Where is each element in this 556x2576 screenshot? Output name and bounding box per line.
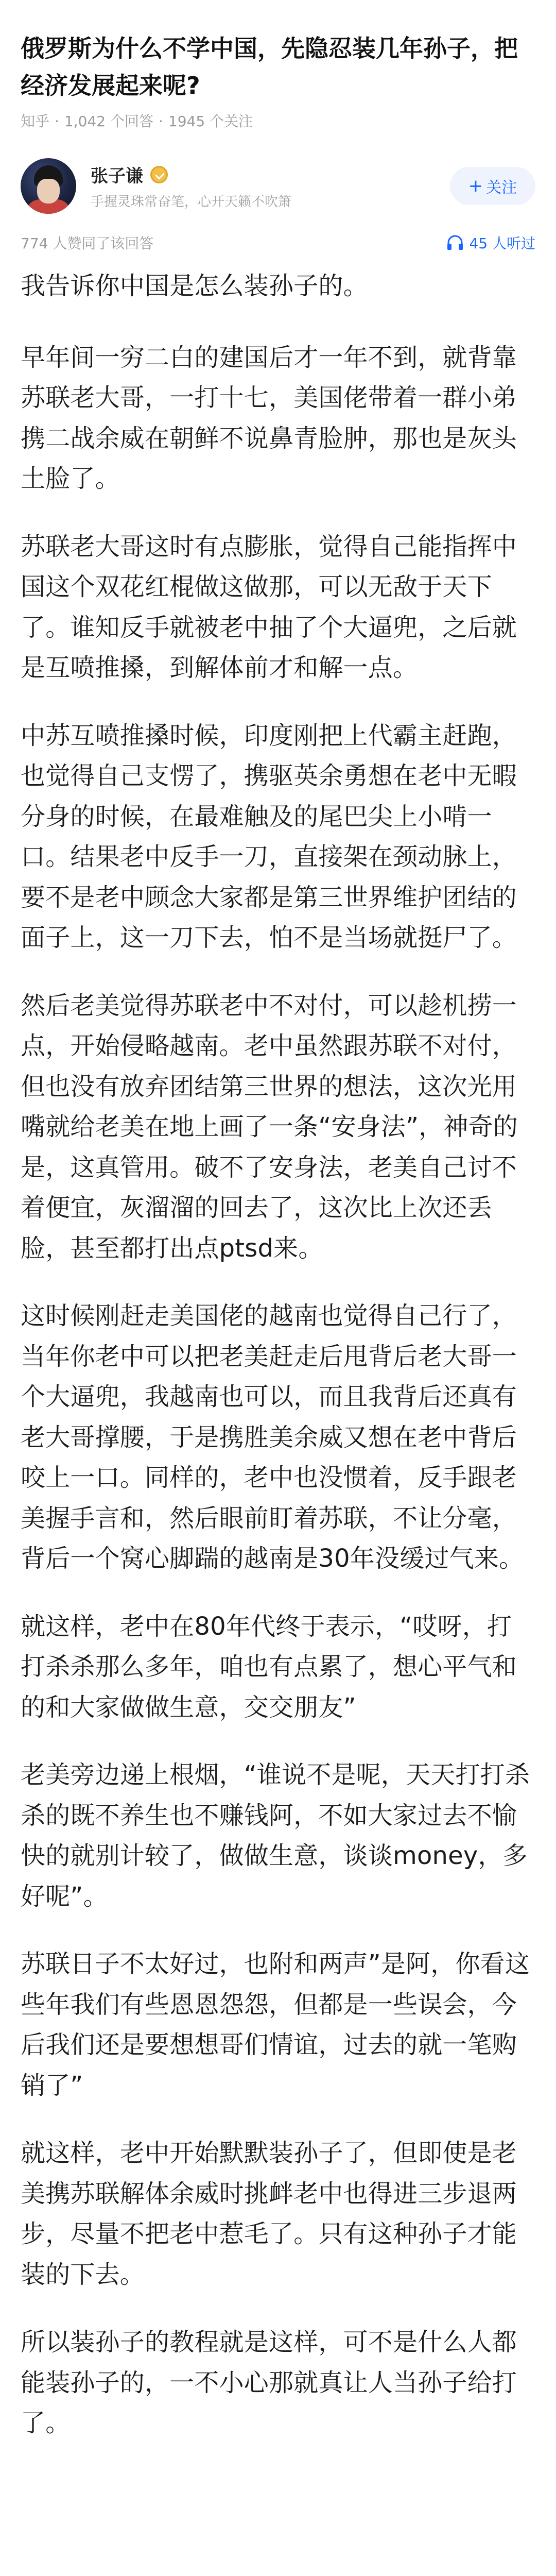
- author-row: [21, 156, 535, 216]
- follow-button[interactable]: [450, 167, 535, 205]
- separator-dot: ·: [158, 113, 163, 130]
- answer-count[interactable]: 1,042 个回答: [64, 113, 153, 130]
- listen-count: 45 人听过: [469, 235, 535, 252]
- answer-paragraph: 然后老美觉得苏联老中不对付，可以趁机捞一点，开始侵略越南。老中虽然跟苏联不对付，但也没有放弃团结第三世界的想法，这次光用嘴就给老美在地上画了一条“安身法”，神奇的是，这真管用。破不了安身法，老美自己讨不着便宜，灰溜溜的回去了，这次比上次还丢脸，甚至都打出点ptsd来。: [21, 991, 518, 1263]
- verified-badge-icon: [150, 166, 168, 183]
- question-title[interactable]: 俄罗斯为什么不学中国，先隐忍装几年孙子，把经济发展起来呢?: [21, 35, 518, 99]
- headphone-icon: [446, 235, 464, 250]
- author-bio: 手握灵珠常奋笔，心开天籁不吹箫: [91, 194, 292, 210]
- answer-paragraph: 中苏互喷推搡时候，印度刚把上代霸主赶跑，也觉得自己支愣了，携驱英余勇想在老中无暇分身的时候，在最难触及的尾巴尖上小啃一口。结果老中反手一刀，直接架在颈动脉上，要不是老中顾念大家都是第三世界维护团结的面子上，这一刀下去，怕不是当场就挺尸了。: [21, 721, 517, 952]
- agree-count: 774 人赞同了该回答: [21, 235, 154, 252]
- answer-paragraph: 所以装孙子的教程就是这样，可不是什么人都能装孙子的，一不小心那就真让人当孙子给打了。: [21, 2328, 517, 2437]
- answer-paragraph: 苏联日子不太好过，也附和两声”是阿，你看这些年我们有些恩恩怨怨，但都是一些误会，今后我们还是要想想哥们情谊，过去的就一笔购销了”: [21, 1950, 530, 2100]
- follow-label: 关注: [486, 179, 517, 197]
- answer-paragraph: 我告诉你中国是怎么装孙子的。: [21, 272, 368, 300]
- plus-icon: +: [468, 176, 483, 196]
- avatar[interactable]: [21, 158, 76, 214]
- author-name[interactable]: 张子谦: [91, 166, 143, 187]
- listen-button[interactable]: [446, 232, 535, 253]
- source-label: 知乎: [21, 113, 50, 130]
- question-meta: [21, 111, 535, 132]
- answer-stats: [21, 232, 535, 253]
- answer-paragraph: 早年间一穷二白的建国后才一年不到，就背靠苏联老大哥，一打十七，美国佬带着一群小弟携二战余威在朝鲜不说鼻青脸肿，那也是灰头土脸了。: [21, 343, 517, 493]
- answer-body: [21, 266, 535, 2444]
- answer-paragraph: 就这样，老中在80年代终于表示，“哎呀，打打杀杀那么多年，咱也有点累了，想心平气和的和大家做做生意，交交朋友”: [21, 1612, 517, 1722]
- author-info: [91, 162, 450, 210]
- separator-dot: ·: [55, 113, 59, 130]
- answer-paragraph: 老美旁边递上根烟，“谁说不是呢，天天打打杀杀的既不养生也不赚钱阿，不如大家过去不愉快的就别计较了，做做生意，谈谈money，多好呢”。: [21, 1760, 530, 1911]
- answer-paragraph: 就这样，老中开始默默装孙子了，但即使是老美携苏联解体余威时挑衅老中也得进三步退两步，尽量不把老中惹毛了。只有这种孙子才能装的下去。: [21, 2139, 517, 2289]
- follower-count: 1945 个关注: [168, 113, 253, 130]
- answer-paragraph: 这时候刚赶走美国佬的越南也觉得自己行了，当年你老中可以把老美赶走后甩背后老大哥一个大逼兜，我越南也可以，而且我背后还真有老大哥撑腰，于是携胜美余威又想在老中背后咬上一口。同样的，老中也没惯着，反手跟老美握手言和，然后眼前盯着苏联，不让分毫，背后一个窝心脚踹的越南是30年没缓过气来。: [21, 1301, 524, 1573]
- answer-paragraph: 苏联老大哥这时有点膨胀，觉得自己能指挥中国这个双花红棍做这做那，可以无敌于天下了。谁知反手就被老中抽了个大逼兜，之后就是互喷推搡，到解体前才和解一点。: [21, 532, 517, 682]
